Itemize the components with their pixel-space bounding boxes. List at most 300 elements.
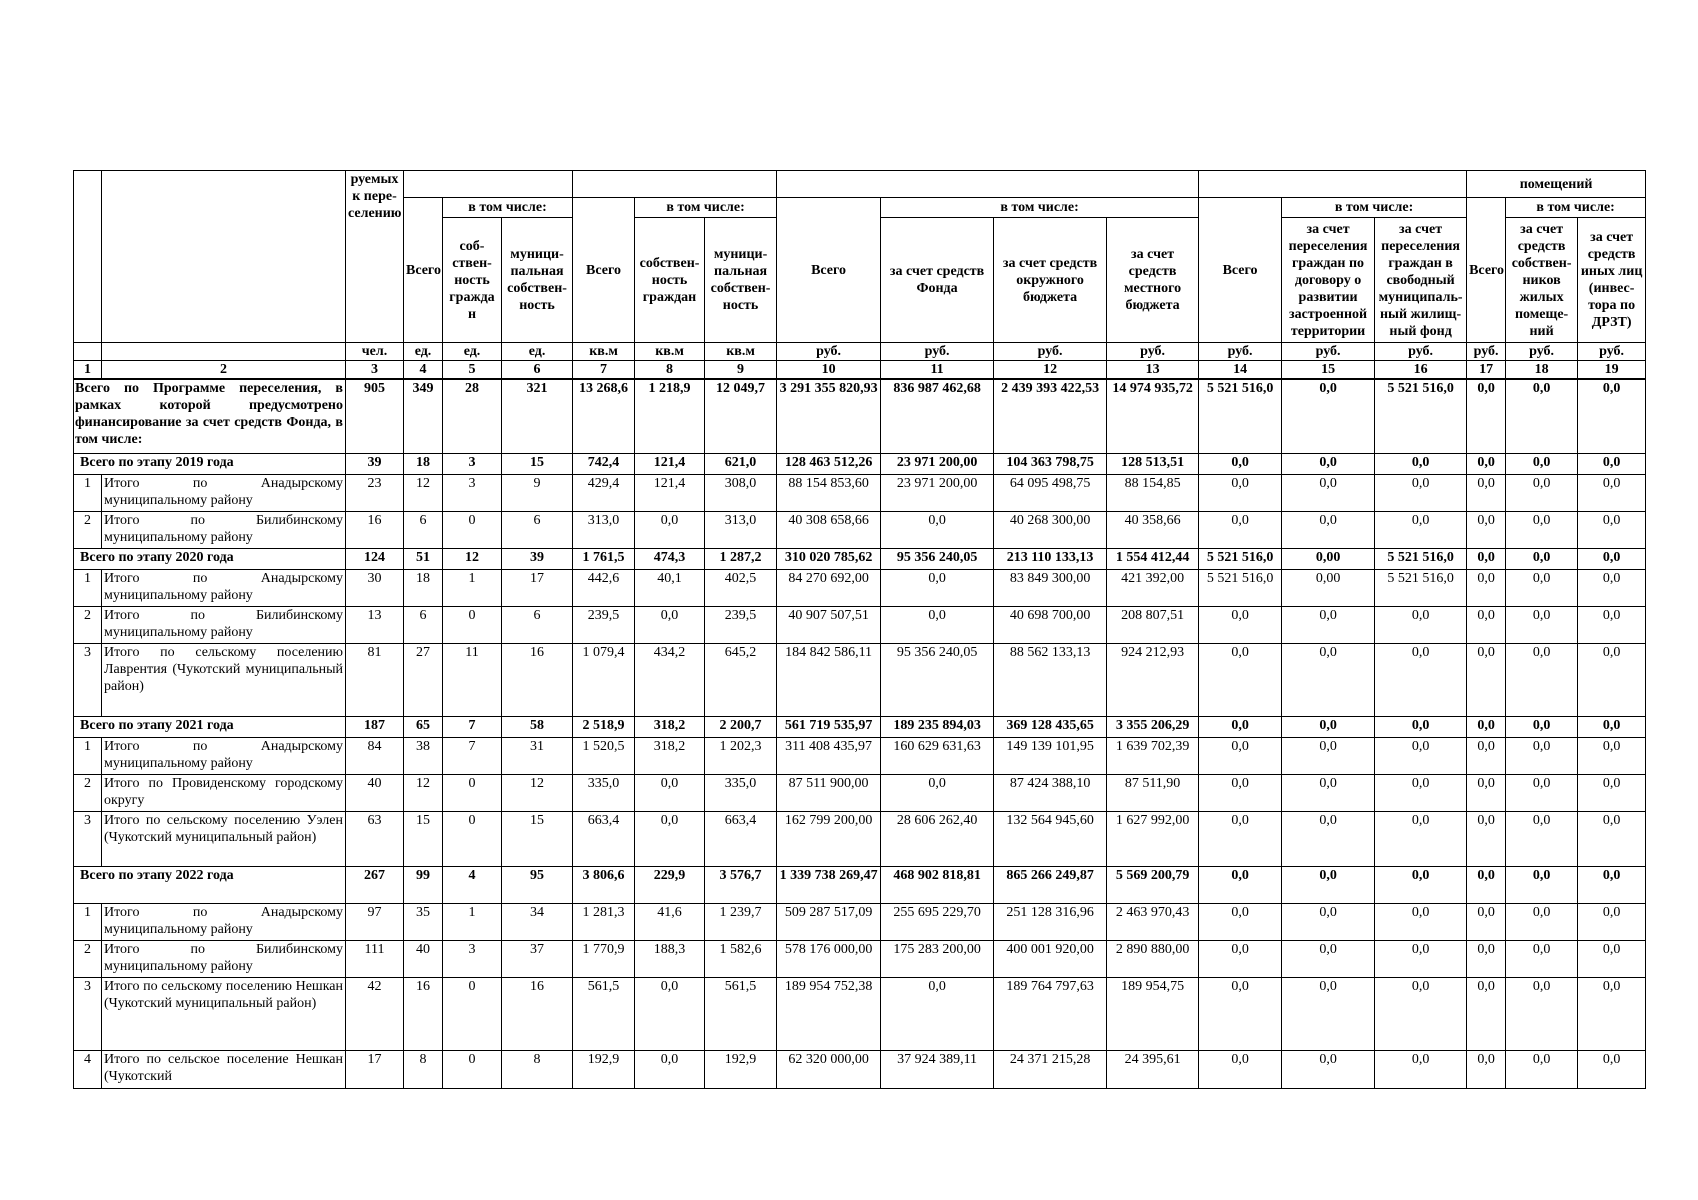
col-number: 3 <box>346 361 404 380</box>
header-premises: помещений <box>1467 171 1646 198</box>
cell-col-12: 189 764 797,63 <box>994 977 1107 1050</box>
cell-col-8: 434,2 <box>635 643 705 716</box>
cell-col-7: 313,0 <box>573 511 635 548</box>
cell-col-6: 58 <box>502 716 573 737</box>
cell-col-14: 0,0 <box>1199 453 1282 474</box>
cell-col-11: 836 987 462,68 <box>881 379 994 453</box>
cell-col-4: 18 <box>404 453 443 474</box>
cell-col-8: 0,0 <box>635 774 705 811</box>
cell-col-16: 0,0 <box>1375 716 1467 737</box>
header-c11: за счет средств Фонда <box>881 218 994 343</box>
row-label: Итого по сельскому поселению Лаврентия (Чукотский муниципальный район) <box>102 643 346 716</box>
row-label: Итого по Билибинскому муниципальному району <box>102 606 346 643</box>
cell-col-17: 0,0 <box>1467 643 1506 716</box>
cell-col-10: 62 320 000,00 <box>777 1050 881 1088</box>
cell-col-9: 192,9 <box>705 1050 777 1088</box>
cell-col-4: 51 <box>404 548 443 569</box>
row-label: Всего по этапу 2020 года <box>74 548 346 569</box>
cell-col-17: 0,0 <box>1467 737 1506 774</box>
cell-col-5: 1 <box>443 903 502 940</box>
cell-col-19: 0,0 <box>1578 866 1646 903</box>
cell-col-8: 1 218,9 <box>635 379 705 453</box>
cell-col-12: 2 439 393 422,53 <box>994 379 1107 453</box>
cell-col-6: 37 <box>502 940 573 977</box>
cell-col-5: 0 <box>443 1050 502 1088</box>
cell-col-13: 208 807,51 <box>1107 606 1199 643</box>
cell-col-8: 0,0 <box>635 811 705 866</box>
cell-col-18: 0,0 <box>1506 866 1578 903</box>
col-number: 5 <box>443 361 502 380</box>
cell-col-8: 0,0 <box>635 977 705 1050</box>
cell-col-18: 0,0 <box>1506 940 1578 977</box>
cell-col-3: 30 <box>346 569 404 606</box>
cell-col-4: 38 <box>404 737 443 774</box>
cell-col-16: 0,0 <box>1375 903 1467 940</box>
row-label: Всего по этапу 2019 года <box>74 453 346 474</box>
cell-col-14: 0,0 <box>1199 811 1282 866</box>
cell-col-5: 3 <box>443 474 502 511</box>
cell-col-10: 40 308 658,66 <box>777 511 881 548</box>
cell-col-4: 6 <box>404 606 443 643</box>
row-number: 1 <box>74 569 102 606</box>
unit-cell: чел. <box>346 343 404 361</box>
cell-col-9: 308,0 <box>705 474 777 511</box>
cell-col-19: 0,0 <box>1578 903 1646 940</box>
cell-col-15: 0,00 <box>1282 569 1375 606</box>
cell-col-5: 3 <box>443 453 502 474</box>
cell-col-6: 17 <box>502 569 573 606</box>
cell-col-9: 1 287,2 <box>705 548 777 569</box>
cell-col-9: 239,5 <box>705 606 777 643</box>
cell-col-16: 0,0 <box>1375 774 1467 811</box>
cell-col-19: 0,0 <box>1578 474 1646 511</box>
unit-cell: ед. <box>443 343 502 361</box>
cell-col-3: 42 <box>346 977 404 1050</box>
cell-col-16: 5 521 516,0 <box>1375 569 1467 606</box>
row-number: 1 <box>74 737 102 774</box>
cell-col-9: 663,4 <box>705 811 777 866</box>
cell-col-5: 0 <box>443 977 502 1050</box>
cell-col-12: 64 095 498,75 <box>994 474 1107 511</box>
cell-col-10: 3 291 355 820,93 <box>777 379 881 453</box>
table-row <box>74 774 1646 811</box>
cell-col-18: 0,0 <box>1506 569 1578 606</box>
cell-col-13: 88 154,85 <box>1107 474 1199 511</box>
cell-col-4: 65 <box>404 716 443 737</box>
cell-col-3: 84 <box>346 737 404 774</box>
cell-col-8: 318,2 <box>635 737 705 774</box>
row-number: 2 <box>74 774 102 811</box>
cell-col-17: 0,0 <box>1467 606 1506 643</box>
cell-col-11: 95 356 240,05 <box>881 643 994 716</box>
row-number: 2 <box>74 511 102 548</box>
table-row <box>74 1050 1646 1088</box>
cell-col-10: 189 954 752,38 <box>777 977 881 1050</box>
col-number: 14 <box>1199 361 1282 380</box>
cell-col-7: 663,4 <box>573 811 635 866</box>
row-label: Всего по Программе переселения, в рамках которой предусмотрено финансирование за счет средств Фонда, в том числе: <box>74 379 346 453</box>
cell-col-15: 0,0 <box>1282 379 1375 453</box>
header-c15: за счет переселения граждан по договору о развитии застроенной территории <box>1282 218 1375 343</box>
cell-col-10: 311 408 435,97 <box>777 737 881 774</box>
header-c5: соб-ствен-ность гражда н <box>443 218 502 343</box>
cell-col-16: 0,0 <box>1375 1050 1467 1088</box>
header-c8: собствен-ность граждан <box>635 218 705 343</box>
cell-col-15: 0,0 <box>1282 940 1375 977</box>
header-c10: Всего <box>777 198 881 343</box>
cell-col-19: 0,0 <box>1578 940 1646 977</box>
cell-col-10: 509 287 517,09 <box>777 903 881 940</box>
header-c4: Всего <box>404 198 443 343</box>
cell-col-4: 15 <box>404 811 443 866</box>
cell-col-19: 0,0 <box>1578 643 1646 716</box>
cell-col-11: 0,0 <box>881 569 994 606</box>
cell-col-4: 349 <box>404 379 443 453</box>
cell-col-3: 23 <box>346 474 404 511</box>
header-c16: за счет переселения граждан в свободный муниципаль-ный жилищ-ный фонд <box>1375 218 1467 343</box>
cell-col-14: 5 521 516,0 <box>1199 569 1282 606</box>
row-number: 4 <box>74 1050 102 1088</box>
cell-col-8: 474,3 <box>635 548 705 569</box>
cell-col-15: 0,00 <box>1282 548 1375 569</box>
cell-col-8: 121,4 <box>635 453 705 474</box>
cell-col-18: 0,0 <box>1506 903 1578 940</box>
cell-col-18: 0,0 <box>1506 453 1578 474</box>
col-number: 4 <box>404 361 443 380</box>
cell-col-6: 321 <box>502 379 573 453</box>
col-number: 7 <box>573 361 635 380</box>
cell-col-4: 12 <box>404 474 443 511</box>
cell-col-15: 0,0 <box>1282 866 1375 903</box>
header-incl-8-9: в том числе: <box>635 198 777 218</box>
unit-cell: руб. <box>994 343 1107 361</box>
cell-col-6: 95 <box>502 866 573 903</box>
cell-col-6: 9 <box>502 474 573 511</box>
unit-cell: кв.м <box>705 343 777 361</box>
cell-col-3: 39 <box>346 453 404 474</box>
header-c18: за счет средств собствен-ников жилых помеще-ний <box>1506 218 1578 343</box>
cell-col-14: 0,0 <box>1199 866 1282 903</box>
col-number: 12 <box>994 361 1107 380</box>
header-blank-2 <box>102 171 346 343</box>
cell-col-5: 3 <box>443 940 502 977</box>
cell-col-6: 12 <box>502 774 573 811</box>
cell-col-5: 7 <box>443 737 502 774</box>
cell-col-13: 24 395,61 <box>1107 1050 1199 1088</box>
cell-col-3: 17 <box>346 1050 404 1088</box>
cell-col-11: 0,0 <box>881 606 994 643</box>
col-number: 18 <box>1506 361 1578 380</box>
cell-col-5: 11 <box>443 643 502 716</box>
cell-col-10: 84 270 692,00 <box>777 569 881 606</box>
cell-col-12: 40 698 700,00 <box>994 606 1107 643</box>
cell-col-11: 23 971 200,00 <box>881 474 994 511</box>
cell-col-17: 0,0 <box>1467 977 1506 1050</box>
cell-col-18: 0,0 <box>1506 1050 1578 1088</box>
cell-col-4: 40 <box>404 940 443 977</box>
cell-col-16: 0,0 <box>1375 811 1467 866</box>
table-row <box>74 811 1646 866</box>
cell-col-5: 0 <box>443 811 502 866</box>
cell-col-9: 3 576,7 <box>705 866 777 903</box>
cell-col-15: 0,0 <box>1282 977 1375 1050</box>
cell-col-10: 1 339 738 269,47 <box>777 866 881 903</box>
cell-col-11: 28 606 262,40 <box>881 811 994 866</box>
cell-col-12: 865 266 249,87 <box>994 866 1107 903</box>
row-number: 2 <box>74 940 102 977</box>
cell-col-15: 0,0 <box>1282 606 1375 643</box>
unit-cell: руб. <box>777 343 881 361</box>
unit-cell: руб. <box>1107 343 1199 361</box>
header-c14: Всего <box>1199 198 1282 343</box>
cell-col-16: 0,0 <box>1375 453 1467 474</box>
cell-col-14: 0,0 <box>1199 716 1282 737</box>
unit-cell: ед. <box>404 343 443 361</box>
cell-col-15: 0,0 <box>1282 1050 1375 1088</box>
cell-col-9: 402,5 <box>705 569 777 606</box>
cell-col-17: 0,0 <box>1467 811 1506 866</box>
cell-col-11: 37 924 389,11 <box>881 1050 994 1088</box>
col-number: 13 <box>1107 361 1199 380</box>
cell-col-10: 40 907 507,51 <box>777 606 881 643</box>
cell-col-13: 128 513,51 <box>1107 453 1199 474</box>
cell-col-5: 0 <box>443 774 502 811</box>
cell-col-17: 0,0 <box>1467 379 1506 453</box>
cell-col-6: 31 <box>502 737 573 774</box>
cell-col-15: 0,0 <box>1282 716 1375 737</box>
cell-col-14: 0,0 <box>1199 606 1282 643</box>
cell-col-19: 0,0 <box>1578 548 1646 569</box>
col-number: 9 <box>705 361 777 380</box>
cell-col-15: 0,0 <box>1282 774 1375 811</box>
cell-col-9: 1 202,3 <box>705 737 777 774</box>
cell-col-16: 0,0 <box>1375 737 1467 774</box>
cell-col-16: 5 521 516,0 <box>1375 379 1467 453</box>
cell-col-3: 63 <box>346 811 404 866</box>
col-number: 16 <box>1375 361 1467 380</box>
col-number: 10 <box>777 361 881 380</box>
cell-col-16: 0,0 <box>1375 606 1467 643</box>
cell-col-6: 15 <box>502 811 573 866</box>
cell-col-6: 8 <box>502 1050 573 1088</box>
table-row <box>74 643 1646 716</box>
cell-col-7: 442,6 <box>573 569 635 606</box>
cell-col-14: 0,0 <box>1199 643 1282 716</box>
cell-col-7: 1 520,5 <box>573 737 635 774</box>
cell-col-3: 13 <box>346 606 404 643</box>
row-number: 3 <box>74 977 102 1050</box>
cell-col-7: 1 281,3 <box>573 903 635 940</box>
cell-col-4: 8 <box>404 1050 443 1088</box>
cell-col-11: 0,0 <box>881 774 994 811</box>
cell-col-16: 0,0 <box>1375 866 1467 903</box>
units-blank-2 <box>102 343 346 361</box>
cell-col-11: 23 971 200,00 <box>881 453 994 474</box>
cell-col-18: 0,0 <box>1506 737 1578 774</box>
cell-col-12: 83 849 300,00 <box>994 569 1107 606</box>
cell-col-13: 1 627 992,00 <box>1107 811 1199 866</box>
cell-col-5: 1 <box>443 569 502 606</box>
cell-col-13: 40 358,66 <box>1107 511 1199 548</box>
cell-col-15: 0,0 <box>1282 453 1375 474</box>
cell-col-15: 0,0 <box>1282 474 1375 511</box>
cell-col-17: 0,0 <box>1467 548 1506 569</box>
cell-col-11: 95 356 240,05 <box>881 548 994 569</box>
cell-col-10: 128 463 512,26 <box>777 453 881 474</box>
cell-col-4: 6 <box>404 511 443 548</box>
cell-col-13: 3 355 206,29 <box>1107 716 1199 737</box>
cell-col-14: 0,0 <box>1199 511 1282 548</box>
unit-cell: руб. <box>1199 343 1282 361</box>
cell-col-11: 160 629 631,63 <box>881 737 994 774</box>
cell-col-14: 0,0 <box>1199 903 1282 940</box>
row-label: Итого по сельское поселение Нешкан (Чукотский <box>102 1050 346 1088</box>
cell-col-4: 99 <box>404 866 443 903</box>
cell-col-13: 2 463 970,43 <box>1107 903 1199 940</box>
unit-cell: руб. <box>1282 343 1375 361</box>
cell-col-17: 0,0 <box>1467 569 1506 606</box>
cell-col-18: 0,0 <box>1506 977 1578 1050</box>
col-number: 8 <box>635 361 705 380</box>
cell-col-6: 34 <box>502 903 573 940</box>
cell-col-19: 0,0 <box>1578 977 1646 1050</box>
cell-col-6: 16 <box>502 977 573 1050</box>
header-incl-11-13: в том числе: <box>881 198 1199 218</box>
cell-col-10: 162 799 200,00 <box>777 811 881 866</box>
row-number: 3 <box>74 811 102 866</box>
cell-col-15: 0,0 <box>1282 643 1375 716</box>
cell-col-14: 0,0 <box>1199 774 1282 811</box>
cell-col-17: 0,0 <box>1467 940 1506 977</box>
row-label: Итого по сельскому поселению Нешкан (Чукотский муниципальный район) <box>102 977 346 1050</box>
cell-col-3: 97 <box>346 903 404 940</box>
header-c17: Всего <box>1467 198 1506 343</box>
cell-col-3: 267 <box>346 866 404 903</box>
cell-col-12: 132 564 945,60 <box>994 811 1107 866</box>
unit-cell: кв.м <box>635 343 705 361</box>
table-row <box>74 903 1646 940</box>
row-label: Итого по Анадырскому муниципальному району <box>102 569 346 606</box>
cell-col-12: 24 371 215,28 <box>994 1050 1107 1088</box>
row-number: 1 <box>74 474 102 511</box>
col-number: 19 <box>1578 361 1646 380</box>
header-empty-14-16 <box>1199 171 1467 198</box>
header-c7: Всего <box>573 198 635 343</box>
cell-col-3: 40 <box>346 774 404 811</box>
cell-col-5: 7 <box>443 716 502 737</box>
cell-col-17: 0,0 <box>1467 903 1506 940</box>
stage-total-row <box>74 866 1646 903</box>
table-row <box>74 606 1646 643</box>
header-c13: за счет средств местного бюджета <box>1107 218 1199 343</box>
cell-col-11: 0,0 <box>881 511 994 548</box>
header-empty-7-9 <box>573 171 777 198</box>
resettlement-table <box>73 170 1646 1089</box>
cell-col-9: 1 239,7 <box>705 903 777 940</box>
header-incl-18-19: в том числе: <box>1506 198 1646 218</box>
cell-col-10: 561 719 535,97 <box>777 716 881 737</box>
cell-col-18: 0,0 <box>1506 606 1578 643</box>
unit-cell: руб. <box>1506 343 1578 361</box>
table-row <box>74 511 1646 548</box>
cell-col-18: 0,0 <box>1506 474 1578 511</box>
cell-col-14: 0,0 <box>1199 737 1282 774</box>
unit-cell: руб. <box>1467 343 1506 361</box>
cell-col-17: 0,0 <box>1467 716 1506 737</box>
unit-cell: руб. <box>881 343 994 361</box>
col-number: 11 <box>881 361 994 380</box>
cell-col-16: 0,0 <box>1375 977 1467 1050</box>
cell-col-12: 251 128 316,96 <box>994 903 1107 940</box>
cell-col-8: 0,0 <box>635 1050 705 1088</box>
cell-col-13: 189 954,75 <box>1107 977 1199 1050</box>
cell-col-5: 0 <box>443 511 502 548</box>
cell-col-12: 400 001 920,00 <box>994 940 1107 977</box>
column-numbers-row <box>74 361 1646 380</box>
cell-col-9: 621,0 <box>705 453 777 474</box>
row-label: Итого по Анадырскому муниципальному району <box>102 474 346 511</box>
cell-col-7: 1 079,4 <box>573 643 635 716</box>
cell-col-10: 88 154 853,60 <box>777 474 881 511</box>
cell-col-8: 0,0 <box>635 511 705 548</box>
cell-col-19: 0,0 <box>1578 511 1646 548</box>
cell-col-12: 40 268 300,00 <box>994 511 1107 548</box>
cell-col-9: 2 200,7 <box>705 716 777 737</box>
cell-col-13: 924 212,93 <box>1107 643 1199 716</box>
cell-col-14: 0,0 <box>1199 1050 1282 1088</box>
cell-col-15: 0,0 <box>1282 811 1375 866</box>
cell-col-8: 121,4 <box>635 474 705 511</box>
cell-col-8: 41,6 <box>635 903 705 940</box>
row-label: Всего по этапу 2022 года <box>74 866 346 903</box>
row-label: Итого по Анадырскому муниципальному району <box>102 737 346 774</box>
cell-col-4: 12 <box>404 774 443 811</box>
row-label: Итого по сельскому поселению Уэлен (Чукотский муниципальный район) <box>102 811 346 866</box>
header-c6: муници-пальная собствен-ность <box>502 218 573 343</box>
cell-col-7: 2 518,9 <box>573 716 635 737</box>
grand-total-row <box>74 379 1646 453</box>
cell-col-9: 335,0 <box>705 774 777 811</box>
header-c9: муници-пальная собствен-ность <box>705 218 777 343</box>
header-incl-15-16: в том числе: <box>1282 198 1467 218</box>
cell-col-7: 1 761,5 <box>573 548 635 569</box>
col-number: 2 <box>102 361 346 380</box>
cell-col-14: 0,0 <box>1199 977 1282 1050</box>
row-label: Всего по этапу 2021 года <box>74 716 346 737</box>
cell-col-5: 12 <box>443 548 502 569</box>
cell-col-19: 0,0 <box>1578 1050 1646 1088</box>
cell-col-17: 0,0 <box>1467 866 1506 903</box>
cell-col-15: 0,0 <box>1282 903 1375 940</box>
cell-col-19: 0,0 <box>1578 811 1646 866</box>
col-number: 15 <box>1282 361 1375 380</box>
cell-col-13: 421 392,00 <box>1107 569 1199 606</box>
header-col3: руемых к пере-селению <box>346 171 404 343</box>
cell-col-15: 0,0 <box>1282 737 1375 774</box>
row-number: 1 <box>74 903 102 940</box>
cell-col-5: 4 <box>443 866 502 903</box>
cell-col-7: 429,4 <box>573 474 635 511</box>
cell-col-19: 0,0 <box>1578 716 1646 737</box>
cell-col-3: 124 <box>346 548 404 569</box>
unit-cell: руб. <box>1375 343 1467 361</box>
cell-col-3: 16 <box>346 511 404 548</box>
stage-total-row <box>74 548 1646 569</box>
cell-col-17: 0,0 <box>1467 774 1506 811</box>
cell-col-8: 40,1 <box>635 569 705 606</box>
cell-col-10: 184 842 586,11 <box>777 643 881 716</box>
table-row <box>74 940 1646 977</box>
